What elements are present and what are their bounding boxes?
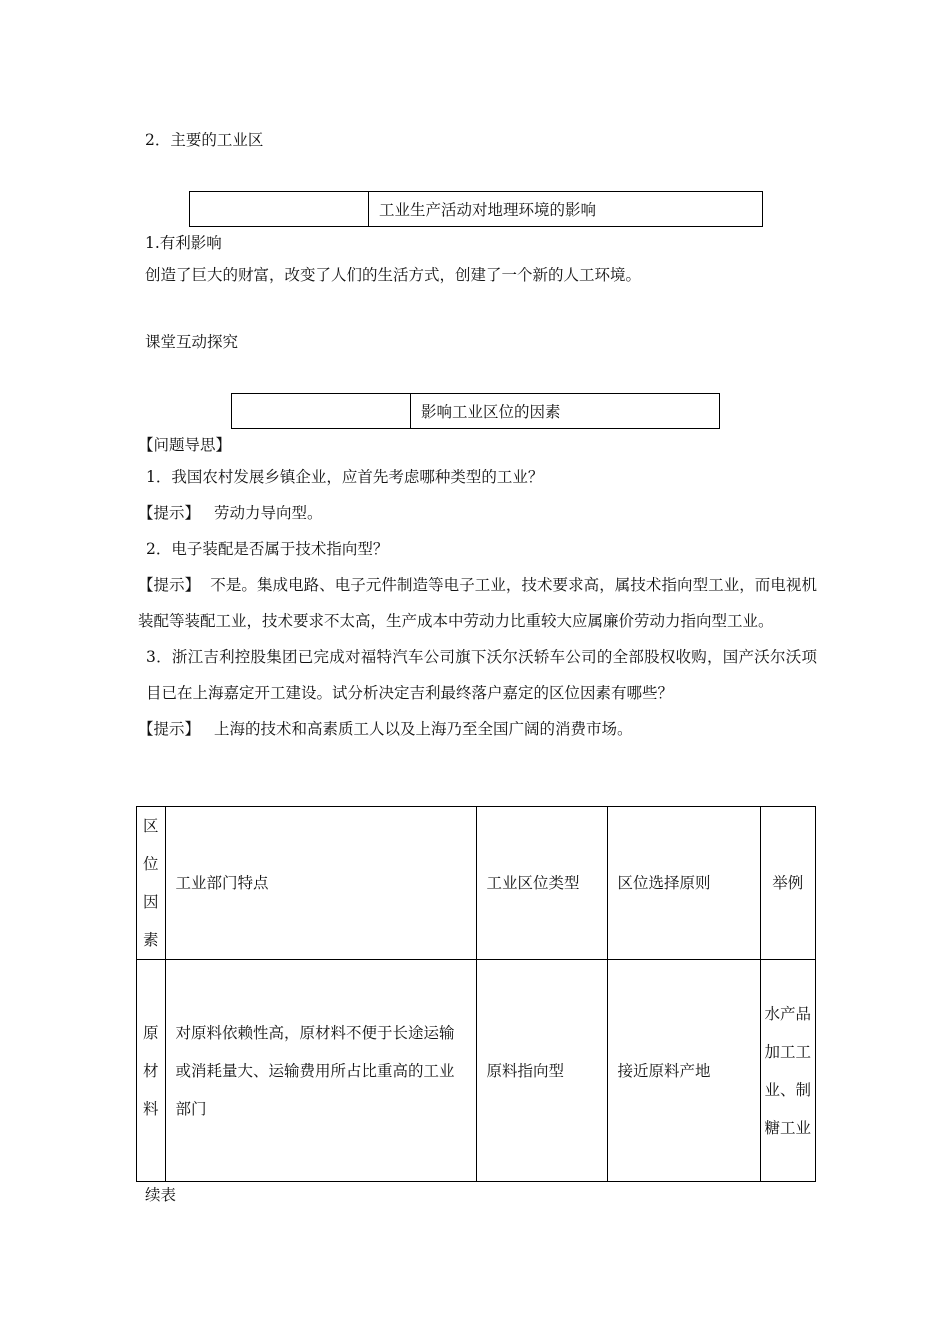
- cell-features: 对原料依赖性高，原材料不便于长途运输或消耗量大、运输费用所占比重高的工业部门: [165, 960, 476, 1182]
- heading-box-label: 影响工业区位的因素: [421, 403, 561, 421]
- header-factor-text: 区位因素: [143, 817, 159, 949]
- hint-tag: 【提示】: [138, 576, 201, 594]
- hint-1: [138, 495, 817, 531]
- heading-box-label: 工业生产活动对地理环境的影响: [379, 201, 597, 219]
- hint-text: 劳动力导向型。: [214, 504, 323, 522]
- qa-list: [138, 459, 817, 747]
- cell-factor: [137, 960, 166, 1182]
- table-row: [137, 960, 816, 1182]
- location-factor-table: [136, 806, 816, 1182]
- cell-example: [760, 960, 816, 1182]
- cell-principle: 接近原料产地: [607, 960, 760, 1182]
- hint-tag: 【提示】: [138, 504, 201, 522]
- table-header-row: [137, 807, 816, 960]
- cell-factor-text: 原材料: [143, 1023, 159, 1118]
- heading-box-blank-cell: [232, 394, 411, 428]
- hint-text: 上海的技术和高素质工人以及上海乃至全国广阔的消费市场。: [214, 720, 633, 738]
- heading-box-factors: [231, 393, 720, 429]
- question-3: 3．浙江吉利控股集团已完成对福特汽车公司旗下沃尔沃轿车公司的全部股权收购，国产沃尔沃项目已在上海嘉定开工建设。试分析决定吉利最终落户嘉定的区位因素有哪些？: [146, 648, 817, 702]
- question-2: 2．电子装配是否属于技术指向型？: [146, 540, 389, 558]
- heading-box-blank-cell: [190, 192, 369, 226]
- cell-type: 原料指向型: [476, 960, 607, 1182]
- section-title: 2．主要的工业区: [145, 131, 264, 149]
- header-principle: 区位选择原则: [607, 807, 760, 960]
- hint-text: 不是。集成电路、电子元件制造等电子工业，技术要求高，属技术指向型工业，而电视机装配等装配工业，技术要求不太高，生产成本中劳动力比重较大应属廉价劳动力指向型工业。: [138, 576, 817, 630]
- hint-tag: 【提示】: [138, 720, 201, 738]
- subheading-favorable: 1.有利影响: [145, 234, 222, 252]
- continued-label: 续表: [145, 1186, 177, 1204]
- section-class-explore: 课堂互动探究: [145, 333, 239, 351]
- header-type: 工业区位类型: [476, 807, 607, 960]
- paragraph-favorable: 创造了巨大的财富，改变了人们的生活方式，创建了一个新的人工环境。: [145, 266, 642, 284]
- question-heading: 【问题导思】: [138, 436, 232, 454]
- hint-2: [138, 567, 817, 639]
- question-1: 1．我国农村发展乡镇企业，应首先考虑哪种类型的工业？: [146, 468, 544, 486]
- header-example: 举例: [760, 807, 816, 960]
- header-factor: [137, 807, 166, 960]
- hint-3: [138, 711, 817, 747]
- header-features: 工业部门特点: [165, 807, 476, 960]
- heading-box-environment: [189, 191, 763, 227]
- cell-example-text: 水产品加工工业、制糖工业: [764, 1004, 812, 1137]
